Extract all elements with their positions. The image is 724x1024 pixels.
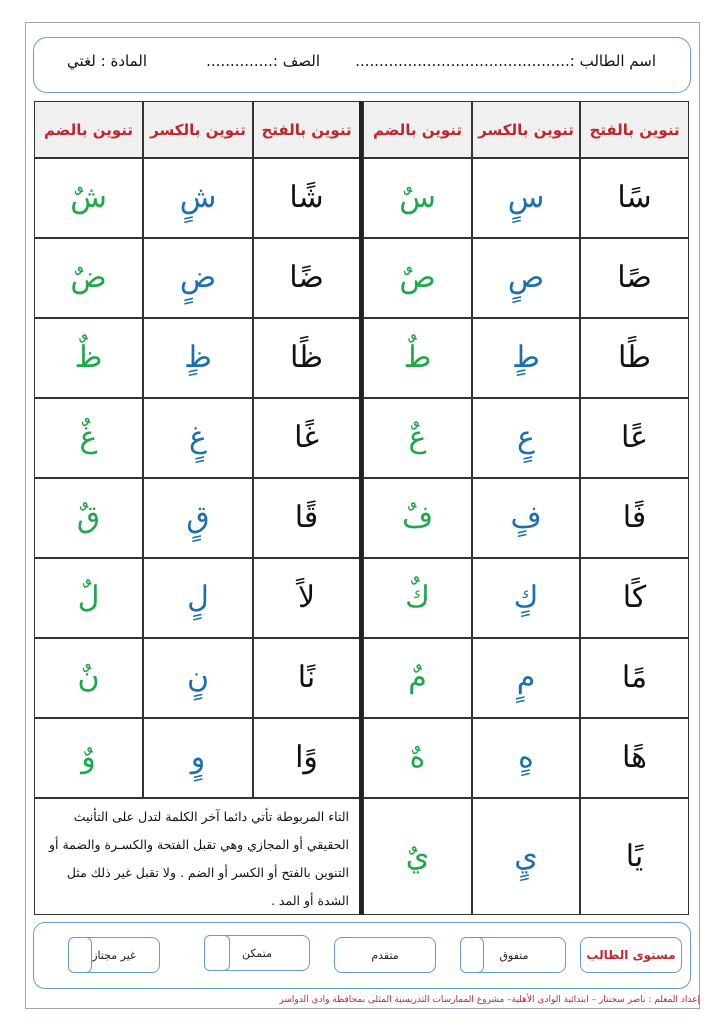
- column-header: تنوين بالضم: [34, 101, 143, 158]
- tanween-letter: طٌ: [403, 340, 432, 375]
- tanween-letter: عًا: [620, 420, 649, 455]
- tanween-letter: فٍ: [510, 500, 542, 535]
- tanween-letter: ضٌ: [70, 260, 107, 295]
- table-cell: [472, 558, 580, 638]
- tanween-letter: عٍ: [517, 420, 535, 455]
- tanween-letter: كٌ: [405, 580, 430, 615]
- tanween-letter: فٌ: [401, 500, 434, 535]
- table-cell: [34, 238, 143, 318]
- table-cell: [472, 638, 580, 718]
- table-cell: [472, 398, 580, 478]
- tanween-letter: لٌ: [77, 580, 100, 615]
- tanween-letter: نًا: [297, 660, 316, 695]
- tanween-letter: غٌ: [79, 420, 98, 455]
- tanween-letter: كًا: [622, 580, 647, 615]
- tanween-letter: شٌ: [70, 180, 107, 215]
- tanween-letter: نٍ: [186, 660, 210, 695]
- column-header: تنوين بالكسر: [143, 101, 253, 158]
- tanween-letter: مًا: [621, 660, 648, 695]
- student-info-header: [33, 37, 691, 93]
- tanween-letter: غٍ: [189, 420, 207, 455]
- tanween-letter: نٌ: [77, 660, 100, 695]
- table-cell: [580, 638, 689, 718]
- table-cell: [34, 638, 143, 718]
- tanween-letter: كٍ: [513, 580, 539, 615]
- tanween-letter: لٍ: [187, 580, 209, 615]
- tanween-letter: شٍ: [179, 180, 217, 215]
- tanween-letter: عٌ: [408, 420, 427, 455]
- level-excellent-box[interactable]: [460, 937, 484, 973]
- column-header: تنوين بالضم: [363, 101, 472, 158]
- tanween-letter: يٍ: [514, 838, 538, 874]
- tanween-letter: صٌ: [399, 260, 436, 295]
- table-cell: [580, 398, 689, 478]
- tanween-letter: ضًا: [289, 260, 324, 295]
- tanween-letter: صًا: [617, 260, 652, 295]
- table-cell: [253, 558, 360, 638]
- tanween-letter: هًا: [622, 740, 647, 775]
- table-cell: [363, 398, 472, 478]
- level-not-passed-box[interactable]: [68, 937, 92, 973]
- table-cell: [580, 318, 689, 398]
- student-level-footer: [33, 922, 691, 989]
- table-cell: [143, 238, 253, 318]
- table-cell: [472, 718, 580, 798]
- tanween-letter: سٌ: [399, 180, 436, 215]
- tanween-letter: طٍ: [512, 340, 540, 375]
- column-header: تنوين بالكسر: [472, 101, 580, 158]
- tanween-letter: شًا: [289, 180, 324, 215]
- table-cell: [472, 798, 580, 915]
- tanween-letter: قًا: [294, 500, 319, 535]
- table-divider: [359, 101, 363, 915]
- table-cell: [143, 558, 253, 638]
- taa-marbuta-note: التاء المربوطة تأتي دائما آخر الكلمة لتدل على التأنيث الحقيقي أو المجازي وهي تقبل الفتحة والكسـرة والضمة أو التنوين بالفتح أو الكسر أو الضم . ولا تقبل غير ذلك مثل الشدة أو المد .: [49, 809, 349, 908]
- table-cell: [253, 398, 360, 478]
- tanween-letter: قٌ: [76, 500, 101, 535]
- tanween-letter: قٍ: [186, 500, 210, 535]
- tanween-letter: ظًا: [289, 340, 324, 375]
- subject-label: المادة : لغتي: [67, 52, 147, 70]
- table-cell: [363, 158, 472, 238]
- tanween-letter: مٌ: [408, 660, 427, 695]
- tanween-letter: طًا: [617, 340, 652, 375]
- table-cell: [143, 478, 253, 558]
- table-cell: [472, 158, 580, 238]
- level-not-passed[interactable]: غير مجتاز: [68, 937, 160, 973]
- table-cell: [34, 398, 143, 478]
- table-cell: [34, 558, 143, 638]
- level-advanced[interactable]: متقدم: [334, 937, 436, 973]
- table-cell: [253, 478, 360, 558]
- grade-field[interactable]: الصف :..............: [206, 52, 320, 70]
- tanween-letter: وٍ: [190, 740, 206, 775]
- tanween-letter: ضٍ: [179, 260, 217, 295]
- tanween-letter: وًا: [295, 740, 318, 775]
- table-cell: [253, 158, 360, 238]
- table-cell: [34, 318, 143, 398]
- table-cell: [580, 718, 689, 798]
- tanween-letter: ظٍ: [184, 340, 212, 375]
- table-cell: [580, 478, 689, 558]
- column-header: تنوين بالفتح: [580, 101, 689, 158]
- tanween-letter: سًا: [617, 180, 652, 215]
- tanween-letter: لاً: [297, 580, 316, 615]
- table-cell: [34, 158, 143, 238]
- table-cell: [253, 238, 360, 318]
- tanween-letter: صٍ: [507, 260, 545, 295]
- table-cell: [363, 718, 472, 798]
- table-cell: [580, 558, 689, 638]
- table-cell: [34, 718, 143, 798]
- table-cell: [363, 558, 472, 638]
- tanween-letter: فًا: [622, 500, 647, 535]
- tanween-letter: يٌ: [405, 838, 430, 874]
- table-cell: [363, 238, 472, 318]
- tanween-letter: هٍ: [518, 740, 534, 775]
- table-cell: [472, 318, 580, 398]
- tanween-letter: هٌ: [409, 740, 426, 775]
- level-excellent[interactable]: متفوق: [462, 937, 566, 973]
- table-cell: [143, 318, 253, 398]
- table-cell: [580, 238, 689, 318]
- student-name-field[interactable]: اسم الطالب :.............................................: [355, 52, 656, 70]
- note-cell: [34, 798, 360, 915]
- table-cell: [472, 238, 580, 318]
- table-cell: [143, 398, 253, 478]
- table-cell: [472, 478, 580, 558]
- tanween-letter: ظٌ: [74, 340, 103, 375]
- tanween-letter: مٍ: [516, 660, 536, 695]
- level-competent-box[interactable]: [204, 935, 230, 971]
- table-cell: [580, 158, 689, 238]
- column-header: تنوين بالفتح: [253, 101, 360, 158]
- table-cell: [363, 638, 472, 718]
- table-cell: [34, 478, 143, 558]
- table-cell: [253, 318, 360, 398]
- table-cell: [143, 158, 253, 238]
- tanween-letter: غًا: [294, 420, 319, 455]
- table-cell: [253, 638, 360, 718]
- table-cell: [143, 638, 253, 718]
- tanween-letter: يًا: [625, 838, 644, 874]
- table-cell: [253, 718, 360, 798]
- teacher-credit: إعداد المعلم : ناصر سخنتار – ابتدائية الوادي الأهلية– مشروع الممارسات التدريسية المثلى بمحافظة وادي الدواسر: [279, 995, 700, 1005]
- table-cell: [363, 798, 472, 915]
- table-cell: [363, 318, 472, 398]
- table-cell: [363, 478, 472, 558]
- tanween-letter: سٍ: [507, 180, 545, 215]
- table-cell: [580, 798, 689, 915]
- table-cell: [143, 718, 253, 798]
- level-competent[interactable]: متمكن: [204, 935, 310, 971]
- tanween-letter: وٌ: [81, 740, 96, 775]
- student-level-label: مستوى الطالب: [580, 937, 682, 973]
